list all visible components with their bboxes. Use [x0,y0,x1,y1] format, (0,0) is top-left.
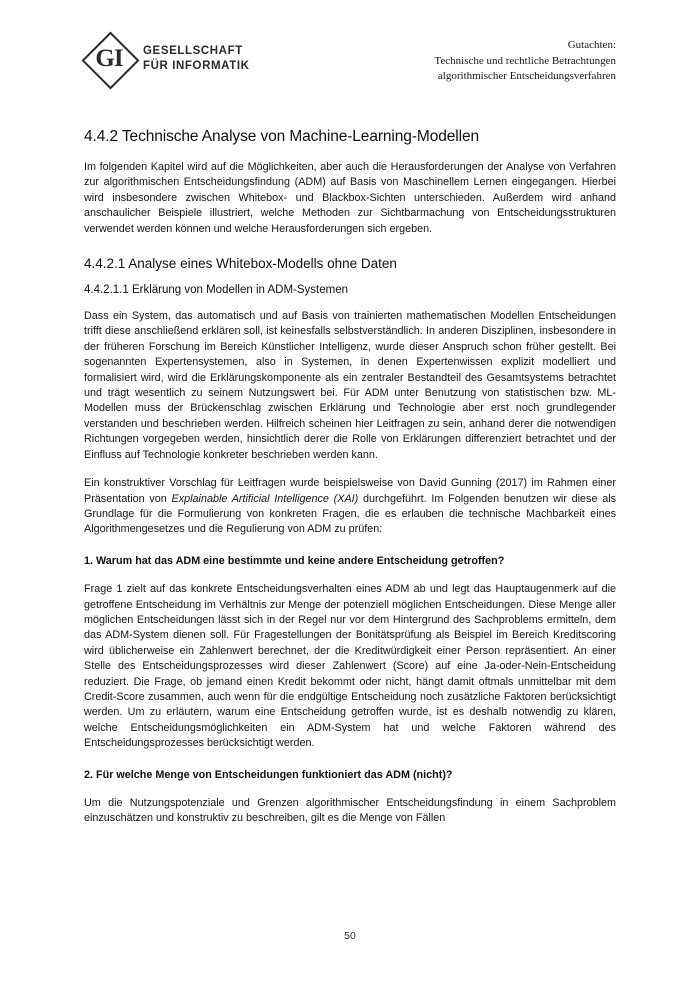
header-line-1: Gutachten: [567,39,616,51]
document-body [84,128,616,840]
subsubsection-heading: 4.4.2.1.1 Erklärung von Modellen in ADM-Systemen [84,284,348,297]
paragraph-5: Um die Nutzungspotenziale und Grenzen algorithmischer Entscheidungsfindung in einem Sachproblem einzuschätzen und konstruktiv zu beschreiben, gilt es die Menge von Fällen [84,797,616,825]
gi-logo-text [143,44,250,74]
paragraph-4: Frage 1 zielt auf das konkrete Entscheidungsverhalten eines ADM ab und legt das Hauptaugenmerk auf die getroffene Entscheidung im Verhältnis zur Menge der potenziell möglichen Entscheidungen. Diese Menge aller möglichen Entscheidungen lässt sich in der Regel nur vor dem Hintergrund des Sachproblems ermitteln, dem das ADM-System dienen soll. Für Fragestellungen der Bonitätsprüfung als Beispiel im Bereich Kreditscoring wird üblicherweise ein Zahlenwert berechnet, der die Kreditwürdigkeit einer Person repräsentiert. An einer Stelle des Entscheidungsprozesses wird dieser Zahlenwert (Score) auf eine Ja-oder-Nein-Entscheidung reduziert. Die Frage, ob jemand einen Kredit bekommt oder nicht, hängt damit oftmals unmittelbar mit dem Credit-Score zusammen, auch wenn für die endgültige Entscheidung noch zusätzliche Faktoren berücksichtigt werden. Um zu erläutern, warum eine Entscheidung getroffen wurde, ist es deshalb notwendig zu klären, welche Entscheidungsmöglichkeiten ein ADM-System hat und welche Faktoren während des Entscheidungsprozesses berücksichtigt werden. [84,583,616,750]
paragraph-intro: Im folgenden Kapitel wird auf die Möglichkeiten, aber auch die Herausforderungen der Analyse von Verfahren zur algorithmischen Entscheidungsfindung (ADM) auf Basis von Maschinellem Lernen eingegangen. Hierbei wird insbesondere zwischen Whitebox- und Blackbox-Sichten unterschieden. Außerdem wird anhand anschaulicher Beispiele illustriert, welche Methoden zur Sichtbarmachung von Entscheidungsstrukturen verwendet werden können und welche Herausforderungen sich ergeben. [84,161,616,235]
gi-logo-line1: GESELLSCHAFT [143,45,243,57]
page-header [84,34,616,85]
paragraph-3-pre: Ein konstruktiver Vorschlag für Leitfragen wurde beispielsweise von David Gunning (2017) im Rahmen einer Präsentation von [84,477,616,505]
header-line-3: algorithmischer Entscheidungsverfahren [437,70,616,82]
paragraph-3-post: durchgeführt. Im Folgenden benutzen wir diese als Grundlage für die Formulierung von konkreten Fragen, die es erlauben die technische Machbarkeit eines Algorithmengesetzes und die Regulierung von ADM zu prüfen: [84,492,616,536]
paragraph-2: Dass ein System, das automatisch und auf Basis von trainierten mathematischen Modellen Entscheidungen trifft diese anschließend erklären soll, ist keinesfalls selbstverständlich. In anderen Disziplinen, insbesondere in der früheren Forschung im Bereich Künstlicher Intelligenz, wurde dieser Anspruch schon früher gestellt. Bei sogenannten Expertensystemen, also in Systemen, in denen Expertenwissen explizit modelliert und formalisiert wird, wird die Erklärungskomponente als ein zentraler Bestandteil des Gesamtsystems betrachtet und trägt wesentlich zu seinem Nutzungswert bei. Für ADM unter Benutzung von statistischen bzw. ML-Modellen muss der Brückenschlag zwischen Erklärung und Technologie aber erst noch grundlegender verstanden und beschrieben werden. Hilfreich scheinen hier Leitfragen zu sein, anhand derer die notwendigen Richtungen vorgegeben werden, hinsichtlich derer die Rolle von Erklärungen differenziert betrachtet und der Einfluss auf Technologie konkreter beschrieben werden kann. [84,310,616,461]
gi-logo-line2: FÜR INFORMATIK [143,60,250,72]
question-2-heading: 2. Für welche Menge von Entscheidungen funktioniert das ADM (nicht)? [84,768,453,781]
paragraph-3-italic-title: Explainable Artificial Intelligence (XAI) [171,492,359,505]
subsection-heading: 4.4.2.1 Analyse eines Whitebox-Modells ohne Daten [84,256,397,272]
gi-monogram-text: GI [95,45,123,72]
gi-logo [84,34,250,84]
header-title-block [434,34,616,85]
question-1-heading: 1. Warum hat das ADM eine bestimmte und keine andere Entscheidung getroffen? [84,554,505,567]
section-heading: 4.4.2 Technische Analyse von Machine-Learning-Modellen [84,128,479,145]
gi-diamond-icon [84,34,134,84]
page-number: 50 [344,930,356,942]
paragraph-3 [84,476,616,538]
header-line-2: Technische und rechtliche Betrachtungen [434,54,616,67]
